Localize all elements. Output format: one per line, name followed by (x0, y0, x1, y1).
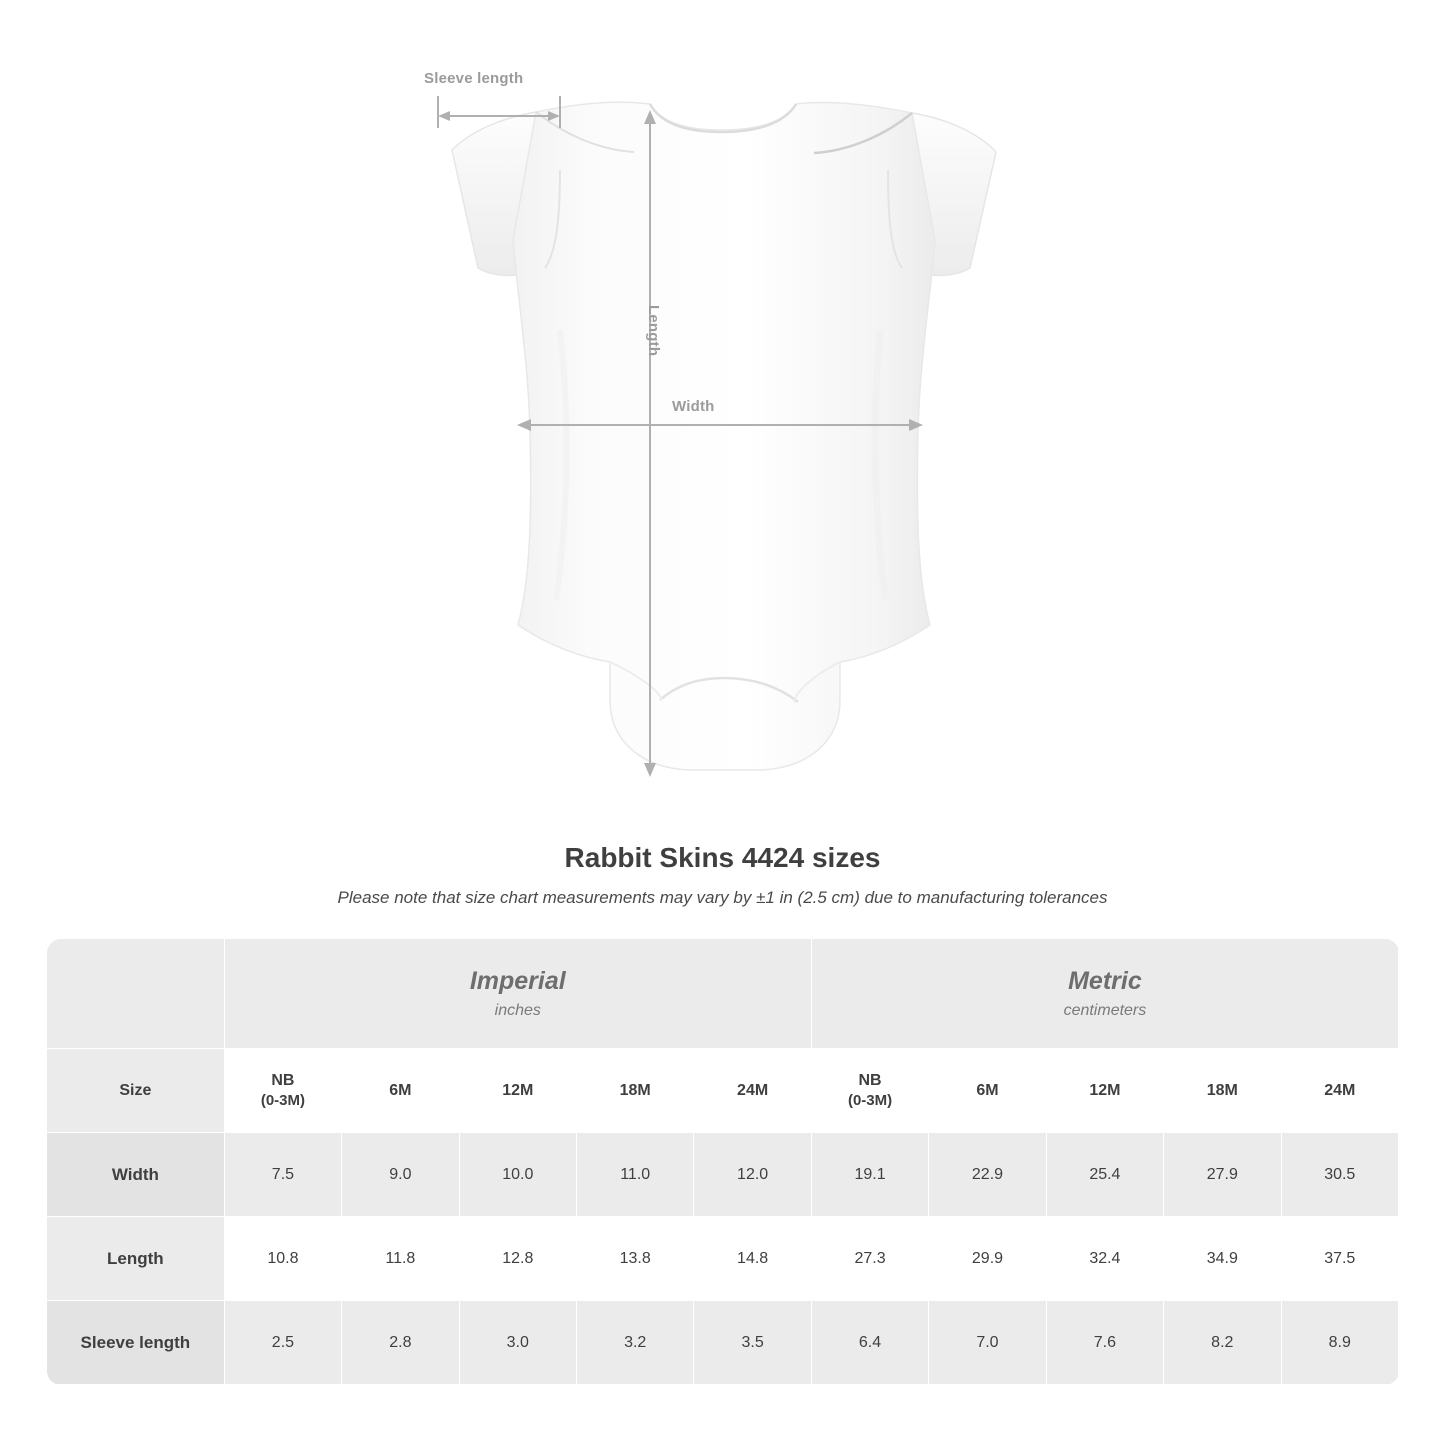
size-table (46, 938, 1399, 1385)
cell-length-18m-metric: 34.9 (1164, 1217, 1281, 1301)
size-column-header-6m-imperial: 6M (342, 1049, 459, 1133)
cell-sleeve-nb-imperial: 2.5 (224, 1301, 341, 1385)
cell-length-24m-metric: 37.5 (1281, 1217, 1398, 1301)
cell-sleeve-18m-metric: 8.2 (1164, 1301, 1281, 1385)
unit-group-imperial (224, 939, 811, 1049)
tolerance-note: Please note that size chart measurements may vary by ±1 in (2.5 cm) due to manufacturing tolerances (337, 888, 1108, 907)
size-column-header-18m-metric: 18M (1164, 1049, 1281, 1133)
unit-header-spacer (47, 939, 225, 1049)
table-row (47, 1133, 1399, 1217)
cell-sleeve-nb-metric: 6.4 (811, 1301, 928, 1385)
row-label-length: Length (47, 1217, 225, 1301)
cell-sleeve-24m-metric: 8.9 (1281, 1301, 1398, 1385)
cell-width-18m-metric: 27.9 (1164, 1133, 1281, 1217)
size-column-header-nb-imperial-label: NB (271, 1072, 295, 1089)
cell-length-24m-imperial: 14.8 (694, 1217, 811, 1301)
width-dimension-label: Width (672, 398, 715, 415)
cell-length-6m-metric: 29.9 (929, 1217, 1046, 1301)
table-row (47, 1217, 1399, 1301)
cell-width-nb-imperial: 7.5 (224, 1133, 341, 1217)
size-column-header-nb-metric-label: NB (858, 1072, 882, 1089)
size-column-header-nb-metric (811, 1049, 928, 1133)
cell-length-18m-imperial: 13.8 (576, 1217, 693, 1301)
cell-width-24m-metric: 30.5 (1281, 1133, 1398, 1217)
sleeve-length-dimension-label: Sleeve length (424, 70, 524, 87)
size-header-label: Size (47, 1049, 225, 1133)
size-column-header-nb-imperial (224, 1049, 341, 1133)
table-row (47, 1301, 1399, 1385)
row-label-width: Width (47, 1133, 225, 1217)
size-column-header-12m-metric: 12M (1046, 1049, 1163, 1133)
cell-length-12m-imperial: 12.8 (459, 1217, 576, 1301)
unit-group-imperial-name: Imperial (469, 967, 566, 996)
size-column-header-nb-metric-sub: (0-3M) (847, 1092, 893, 1109)
cell-width-24m-imperial: 12.0 (694, 1133, 811, 1217)
unit-group-metric-sub: centimeters (1063, 1001, 1147, 1019)
length-dimension-label: Length (645, 305, 662, 357)
unit-group-metric (811, 939, 1398, 1049)
page-title: Rabbit Skins 4424 sizes (564, 842, 881, 873)
cell-width-18m-imperial: 11.0 (576, 1133, 693, 1217)
title-block (0, 842, 1445, 908)
cell-width-12m-metric: 25.4 (1046, 1133, 1163, 1217)
size-header-row (47, 1049, 1399, 1133)
unit-group-metric-name: Metric (1068, 967, 1142, 996)
cell-sleeve-6m-metric: 7.0 (929, 1301, 1046, 1385)
cell-length-nb-metric: 27.3 (811, 1217, 928, 1301)
cell-width-nb-metric: 19.1 (811, 1133, 928, 1217)
unit-header-row (47, 939, 1399, 1049)
cell-sleeve-12m-metric: 7.6 (1046, 1301, 1163, 1385)
size-column-header-12m-imperial: 12M (459, 1049, 576, 1133)
cell-length-6m-imperial: 11.8 (342, 1217, 459, 1301)
size-column-header-nb-imperial-sub: (0-3M) (260, 1092, 306, 1109)
cell-width-12m-imperial: 10.0 (459, 1133, 576, 1217)
unit-group-imperial-sub: inches (494, 1001, 541, 1019)
cell-length-nb-imperial: 10.8 (224, 1217, 341, 1301)
cell-width-6m-imperial: 9.0 (342, 1133, 459, 1217)
size-column-header-24m-metric: 24M (1281, 1049, 1398, 1133)
size-column-header-6m-metric: 6M (929, 1049, 1046, 1133)
size-table-wrapper (46, 938, 1399, 1385)
cell-width-6m-metric: 22.9 (929, 1133, 1046, 1217)
cell-sleeve-12m-imperial: 3.0 (459, 1301, 576, 1385)
row-label-sleeve-length: Sleeve length (47, 1301, 225, 1385)
cell-sleeve-18m-imperial: 3.2 (576, 1301, 693, 1385)
cell-sleeve-24m-imperial: 3.5 (694, 1301, 811, 1385)
cell-sleeve-6m-imperial: 2.8 (342, 1301, 459, 1385)
size-column-header-24m-imperial: 24M (694, 1049, 811, 1133)
cell-length-12m-metric: 32.4 (1046, 1217, 1163, 1301)
size-column-header-18m-imperial: 18M (576, 1049, 693, 1133)
